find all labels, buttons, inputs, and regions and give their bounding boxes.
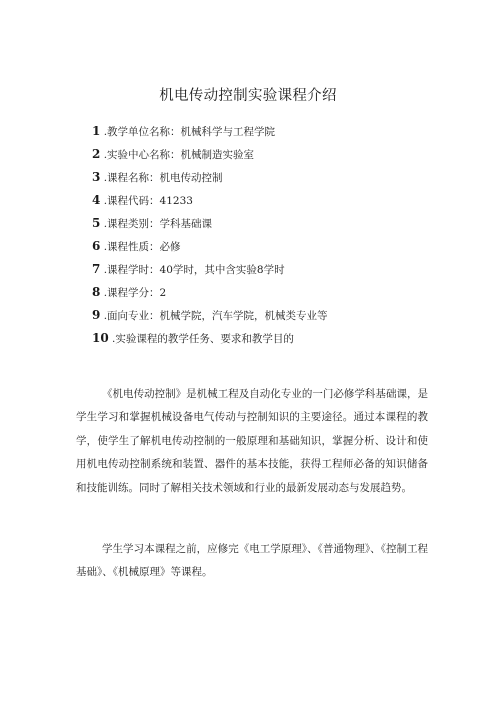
item-text: .实验课程的教学任务、要求和教学目的: [112, 333, 294, 345]
item-number: 6: [92, 239, 101, 253]
paragraph-course-description: [76, 383, 428, 500]
item-text: .课程代码：41233: [103, 195, 193, 207]
item-number: 4: [92, 193, 101, 207]
item-number: 7: [92, 262, 101, 276]
item-text: .课程名称：机电传动控制: [103, 172, 223, 184]
item-text: .课程类别：学科基础课: [103, 218, 213, 230]
item-text: .课程性质：必修: [103, 241, 181, 253]
list-item: [92, 216, 328, 239]
list-item: [92, 262, 328, 285]
list-item: [92, 170, 328, 193]
paragraph-text: 学生学习本课程之前，应修完《电工学原理》、《普通物理》、《控制工程基础》、《机械原理》等课程。: [76, 543, 428, 579]
paragraph-prerequisites: [76, 538, 428, 585]
item-text: .实验中心名称：机械制造实验室: [103, 149, 255, 161]
list-item: [92, 193, 328, 216]
list-item: [92, 285, 328, 308]
document-title: 机电传动控制实验课程介绍: [159, 88, 337, 104]
item-text: .课程学时：40学时，其中含实验8学时: [103, 264, 285, 276]
course-info-list: [92, 124, 328, 354]
item-text: .教学单位名称：机械科学与工程学院: [103, 126, 276, 138]
item-number: 9: [92, 308, 101, 322]
paragraph-text: 《机电传动控制》是机械工程及自动化专业的一门必修学科基础课，是学生学习和掌握机械设备电气传动与控制知识的主要途径。通过本课程的教学，使学生了解机电传动控制的一般原理和基础知识，掌握分析、设计和使用机电传动控制系统和装置、器件的基本技能，获得工程师必备的知识储备和技能训练。同时了解相关技术领域和行业的最新发展动态与发展趋势。: [76, 388, 428, 494]
list-item: [92, 124, 328, 147]
item-number: 8: [92, 285, 101, 299]
item-number: 1: [92, 124, 101, 138]
item-text: .课程学分：2: [103, 287, 167, 299]
item-text: .面向专业：机械学院，汽车学院，机械类专业等: [103, 310, 328, 322]
list-item: [92, 147, 328, 170]
item-number: 5: [92, 216, 101, 230]
list-item: [92, 331, 328, 354]
item-number: 2: [92, 147, 101, 161]
list-item: [92, 308, 328, 331]
item-number: 10: [92, 331, 109, 345]
list-item: [92, 239, 328, 262]
item-number: 3: [92, 170, 101, 184]
